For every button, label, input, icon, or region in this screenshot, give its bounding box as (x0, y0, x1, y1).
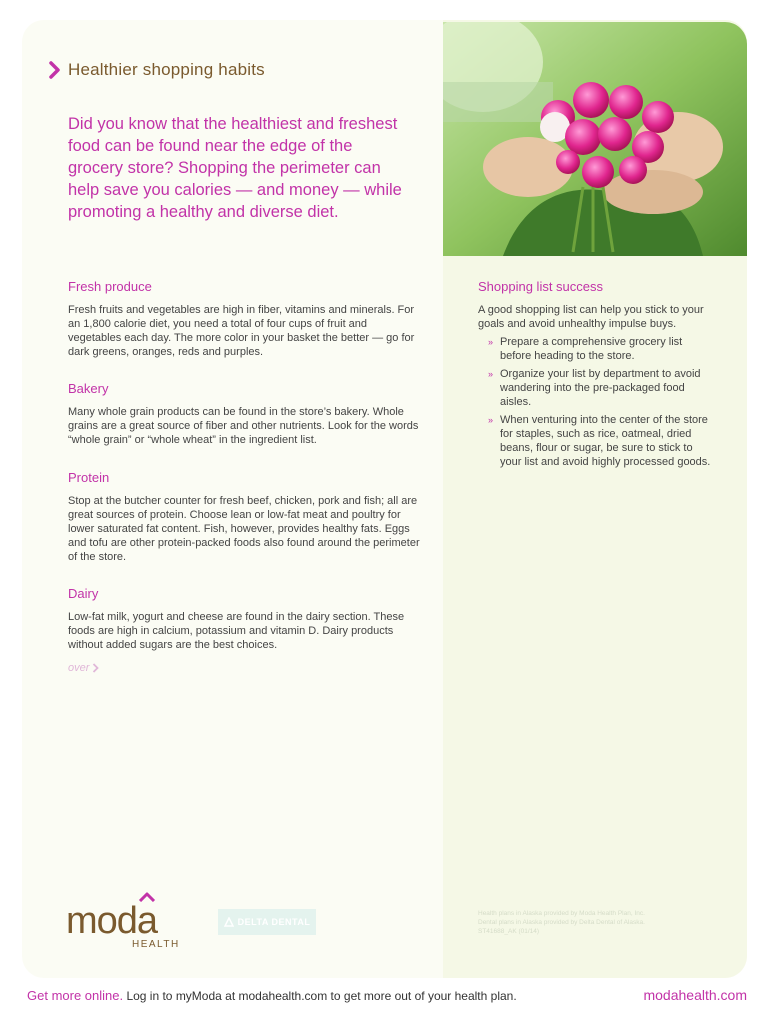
section-protein (68, 470, 423, 564)
radish-photo (443, 22, 747, 256)
page-title: Healthier shopping habits (68, 60, 265, 79)
section-dairy (68, 586, 423, 652)
footer-message (27, 988, 517, 1003)
section-heading: Bakery (68, 381, 109, 396)
section-body: Many whole grain products can be found in the store’s bakery. Whole grains are a great source of fiber and other nutrients. Look for the words “whole grain” or “whole wheat” in the ingredient list. (68, 406, 419, 446)
chevron-right-icon (92, 663, 99, 673)
section-body: Fresh fruits and vegetables are high in fiber, vitamins and minerals. For an 1,800 calorie diet, you need a total of four cups of fruit and vegetables each day. The more color in your basket the better — go for dark greens, oranges, reds and purples. (68, 304, 415, 358)
section-heading: Protein (68, 470, 110, 485)
section-heading: Fresh produce (68, 279, 152, 294)
over-link[interactable] (68, 662, 99, 674)
section-bakery (68, 381, 423, 447)
bullet-icon: » (488, 415, 494, 425)
bullet-icon: » (488, 369, 494, 379)
shopping-list-intro: A good shopping list can help you stick to your goals and avoid unhealthy impulse buys. (478, 304, 704, 330)
over-label: over (68, 662, 90, 674)
delta-triangle-icon (224, 917, 234, 927)
shopping-list (478, 335, 713, 469)
intro-text: Did you know that the healthiest and freshest food can be found near the edge of the grocery store? Shopping the perimeter can help save you calories — and money — while promoting a healthy and diverse diet. (68, 115, 402, 221)
list-item: » When venturing into the center of the store for staples, such as rice, oatmeal, dried beans, flour or sugar, be sure to stick to your list and avoid highly processed goods. (488, 414, 711, 468)
delta-dental-logo: DELTA DENTAL (218, 909, 316, 935)
chevron-right-icon (48, 61, 62, 79)
title-row (48, 60, 265, 80)
footer-accent: Get more online. (27, 988, 124, 1003)
shopping-list-panel (478, 279, 713, 473)
footer-url-link[interactable]: modahealth.com (643, 987, 747, 1003)
fine-print: Health plans in Alaska provided by Moda Health Plan, Inc. Dental plans in Alaska provided by Delta Dental of Alaska. ST41688_AK (01/14) (478, 910, 645, 935)
section-body: Low-fat milk, yogurt and cheese are found in the dairy section. These foods are high in calcium, potassium and vitamin D. Dairy products without added sugars are the best choices. (68, 611, 405, 651)
list-item: » Prepare a comprehensive grocery list before heading to the store. (488, 336, 683, 362)
shopping-list-heading: Shopping list success (478, 279, 604, 294)
section-heading: Dairy (68, 586, 99, 601)
moda-health-label: HEALTH (132, 939, 180, 950)
section-body: Stop at the butcher counter for fresh beef, chicken, pork and fish; all are great sources of protein. Choose lean or low-fat meat and poultry for lower saturated fat content. Fish, however, provides healthy fats. Eggs and tofu are other protein-packed foods also found around the perimeter of the store. (68, 495, 420, 563)
section-fresh-produce (68, 279, 423, 359)
footer-text: Log in to myModa at modahealth.com to get more out of your health plan. (123, 989, 517, 1003)
moda-logo: moda (66, 900, 158, 942)
bullet-icon: » (488, 337, 494, 347)
list-item: » Organize your list by department to avoid wandering into the pre-packaged food aisles. (488, 368, 701, 408)
